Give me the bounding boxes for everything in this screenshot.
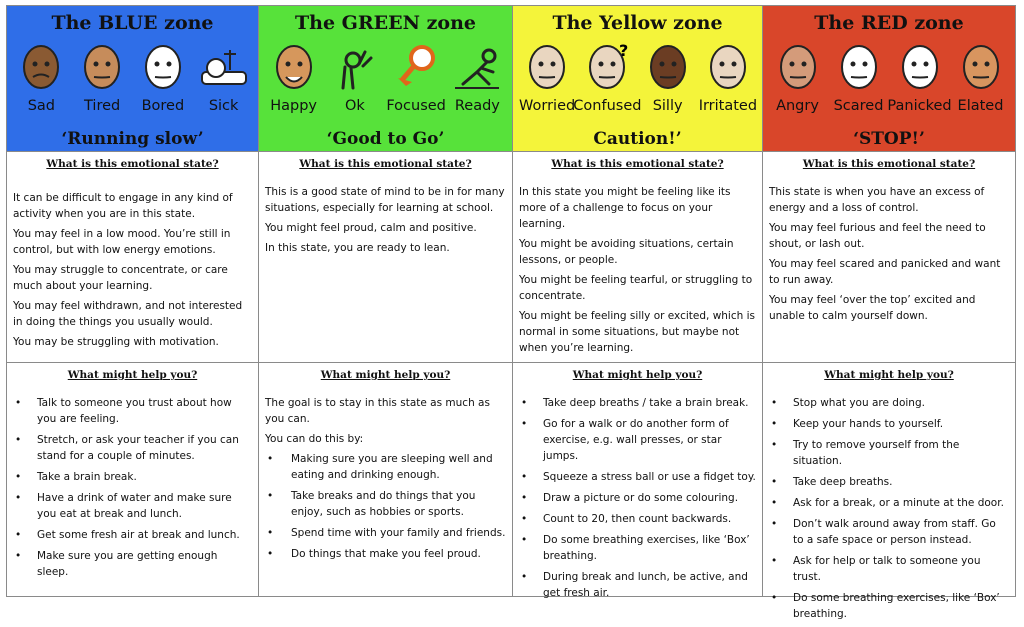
help-list-item: • Don’t walk around away from staff. Go to a safe space or person instead. <box>769 516 1009 548</box>
help-list-item: • Try to remove yourself from the situation. <box>769 437 1009 469</box>
description-paragraph: You may feel scared and panicked and want to run away. <box>769 258 1001 286</box>
help-list <box>519 395 756 601</box>
zone-tagline: ‘STOP!’ <box>853 129 925 149</box>
zone-tagline: ‘Good to Go’ <box>326 129 445 149</box>
description-paragraph: You might be feeling silly or excited, which is normal in some situations, but maybe not when you’re learning. <box>519 310 756 354</box>
section-heading: What might help you? <box>320 369 451 381</box>
emotion-item <box>325 42 385 122</box>
help-list-item: • Ask for a break, or a minute at the door. <box>769 495 1009 511</box>
zone-title: The Yellow zone <box>552 12 723 34</box>
panicked-face-icon <box>896 42 944 96</box>
emotion-label: Worried <box>519 98 576 114</box>
emotion-item <box>133 42 193 122</box>
help-list-item: • Take deep breaths. <box>769 474 1009 490</box>
emotion-label: Panicked <box>887 98 952 114</box>
emotion-item <box>573 42 642 122</box>
help-list-item: • Get some fresh air at break and lunch. <box>13 527 252 543</box>
zone-column-3 <box>513 6 763 599</box>
emotion-item <box>638 42 698 122</box>
help-list-item: • Stretch, or ask your teacher if you can stand for a couple of minutes. <box>13 432 252 464</box>
description-paragraph: In this state, you are ready to lean. <box>265 242 450 254</box>
emotion-label: Ready <box>454 98 500 114</box>
emotion-item <box>517 42 577 122</box>
irritated-face-icon <box>704 42 752 96</box>
emotion-icons <box>767 42 1011 122</box>
focused-face-icon <box>392 42 440 96</box>
section-heading: What is this emotional state? <box>551 158 724 170</box>
section-heading: What is this emotional state? <box>802 158 976 170</box>
emotion-item <box>72 42 132 122</box>
section-heading: What is this emotional state? <box>299 158 472 170</box>
help-list-item: • Count to 20, then count backwards. <box>519 511 756 527</box>
description-paragraph: You might feel proud, calm and positive. <box>265 222 477 234</box>
tired-face-icon <box>78 42 126 96</box>
angry-face-icon <box>774 42 822 96</box>
zone-header <box>7 6 258 152</box>
silly-face-icon <box>644 42 692 96</box>
emotion-label: Focused <box>386 98 446 114</box>
emotion-label: Scared <box>833 98 884 114</box>
help-list-item: • Do some breathing exercises, like ‘Box’ breathing. <box>769 590 1009 622</box>
zone-column-1 <box>7 6 259 596</box>
help-list-item: • Make sure you are getting enough sleep. <box>13 548 252 580</box>
confused-face-icon <box>583 42 631 96</box>
zone-header <box>763 6 1015 152</box>
description-paragraph: You may feel withdrawn, and not interested in doing the things you usually would. <box>13 300 243 328</box>
emotion-label: Angry <box>776 98 819 114</box>
help-list-item: • Spend time with your family and friends. <box>265 525 506 541</box>
emotion-item <box>887 42 952 122</box>
description-paragraph: You might be feeling tearful, or struggling to concentrate. <box>519 274 753 302</box>
sick-face-icon <box>200 42 248 96</box>
zone-title: The GREEN zone <box>295 12 476 34</box>
emotional-state-section <box>259 152 512 363</box>
emotion-label: Bored <box>141 98 185 114</box>
zones-table <box>6 5 1016 620</box>
zone-tagline: Caution!’ <box>593 129 682 149</box>
happy-face-icon <box>270 42 318 96</box>
description-paragraph: It can be difficult to engage in any kind of activity when you are in this state. <box>13 192 233 220</box>
help-list-item: • Take deep breaths / take a brain break. <box>519 395 756 411</box>
emotion-item <box>194 42 254 122</box>
description-paragraph: You may feel ‘over the top’ excited and unable to calm yourself down. <box>769 294 976 322</box>
emotion-icons <box>517 42 758 122</box>
elated-face-icon <box>957 42 1005 96</box>
emotion-label: Tired <box>84 98 121 114</box>
help-section <box>513 363 762 606</box>
zone-title: The RED zone <box>814 12 964 34</box>
help-list-item: • Take breaks and do things that you enjoy, such as hobbies or sports. <box>265 488 506 520</box>
description-paragraph: You may struggle to concentrate, or care much about your learning. <box>13 264 228 292</box>
emotion-item <box>829 42 889 122</box>
emotion-label: Silly <box>652 98 683 114</box>
help-list-item: • Take a brain break. <box>13 469 252 485</box>
emotion-item <box>264 42 324 122</box>
section-heading: What might help you? <box>67 369 198 381</box>
emotion-item <box>386 42 446 122</box>
emotion-label: Happy <box>270 98 318 114</box>
emotion-label: Irritated <box>698 98 758 114</box>
emotion-item <box>951 42 1011 122</box>
description-paragraph: You might be avoiding situations, certain lessons, or people. <box>519 238 734 266</box>
description-paragraph: You may feel in a low mood. You’re still in control, but with low energy emotions. <box>13 228 231 256</box>
sad-face-icon <box>17 42 65 96</box>
help-list-item: • Making sure you are sleeping well and eating and drinking enough. <box>265 451 506 483</box>
help-list-item: • Draw a picture or do some colouring. <box>519 490 756 506</box>
zone-header <box>513 6 762 152</box>
help-list-item: • Have a drink of water and make sure you eat at break and lunch. <box>13 490 252 522</box>
emotion-item <box>11 42 71 122</box>
svg-text:?: ? <box>619 42 629 60</box>
description-paragraph: In this state you might be feeling like its more of a challenge to focus on your learning. <box>519 186 731 230</box>
bored-face-icon <box>139 42 187 96</box>
description-paragraph: This is a good state of mind to be in for many situations, especially for learning at school. <box>265 186 505 214</box>
help-list <box>265 451 506 562</box>
emotion-icons <box>263 42 508 122</box>
emotion-label: Elated <box>957 98 1004 114</box>
zone-column-4 <box>763 6 1015 620</box>
emotion-label: Sad <box>27 98 56 114</box>
help-list-item: • During break and lunch, be active, and get fresh air. <box>519 569 756 601</box>
emotional-state-section <box>763 152 1015 363</box>
help-list-item: • Talk to someone you trust about how you are feeling. <box>13 395 252 427</box>
help-list-item: • Do things that make you feel proud. <box>265 546 506 562</box>
description-paragraph: You may feel furious and feel the need to shout, or lash out. <box>769 222 986 250</box>
zone-header <box>259 6 512 152</box>
ready-face-icon <box>453 42 501 96</box>
help-list-item: • Stop what you are doing. <box>769 395 1009 411</box>
help-intro: The goal is to stay in this state as much as you can. <box>265 397 490 425</box>
emotion-icons <box>11 42 254 122</box>
zone-tagline: ‘Running slow’ <box>61 129 204 149</box>
help-list-item: • Keep your hands to yourself. <box>769 416 1009 432</box>
help-section <box>7 363 258 585</box>
help-section <box>259 363 512 567</box>
emotion-label: Ok <box>344 98 365 114</box>
section-heading: What might help you? <box>572 369 703 381</box>
section-heading: What might help you? <box>824 369 954 381</box>
help-list-item: • Squeeze a stress ball or use a fidget toy. <box>519 469 756 485</box>
emotion-item <box>447 42 507 122</box>
ok-face-icon <box>331 42 379 96</box>
emotion-item <box>768 42 828 122</box>
section-heading: What is this emotional state? <box>46 158 219 170</box>
help-list <box>769 395 1009 622</box>
help-list <box>13 395 252 580</box>
help-intro: You can do this by: <box>265 433 364 445</box>
description-paragraph: This state is when you have an excess of energy and a loss of control. <box>769 186 985 214</box>
help-list-item: • Ask for help or talk to someone you trust. <box>769 553 1009 585</box>
emotional-state-section <box>513 152 762 363</box>
emotion-label: Sick <box>208 98 239 114</box>
emotional-state-section <box>7 152 258 363</box>
worried-face-icon <box>523 42 571 96</box>
zone-title: The BLUE zone <box>51 12 214 34</box>
zone-column-2 <box>259 6 513 596</box>
emotion-label: Confused <box>573 98 642 114</box>
help-list-item: • Do some breathing exercises, like ‘Box’ breathing. <box>519 532 756 564</box>
emotion-item <box>698 42 758 122</box>
help-list-item: • Go for a walk or do another form of exercise, e.g. wall presses, or star jumps. <box>519 416 756 464</box>
scared-face-icon <box>835 42 883 96</box>
help-section <box>763 363 1015 627</box>
description-paragraph: You may be struggling with motivation. <box>13 336 219 348</box>
